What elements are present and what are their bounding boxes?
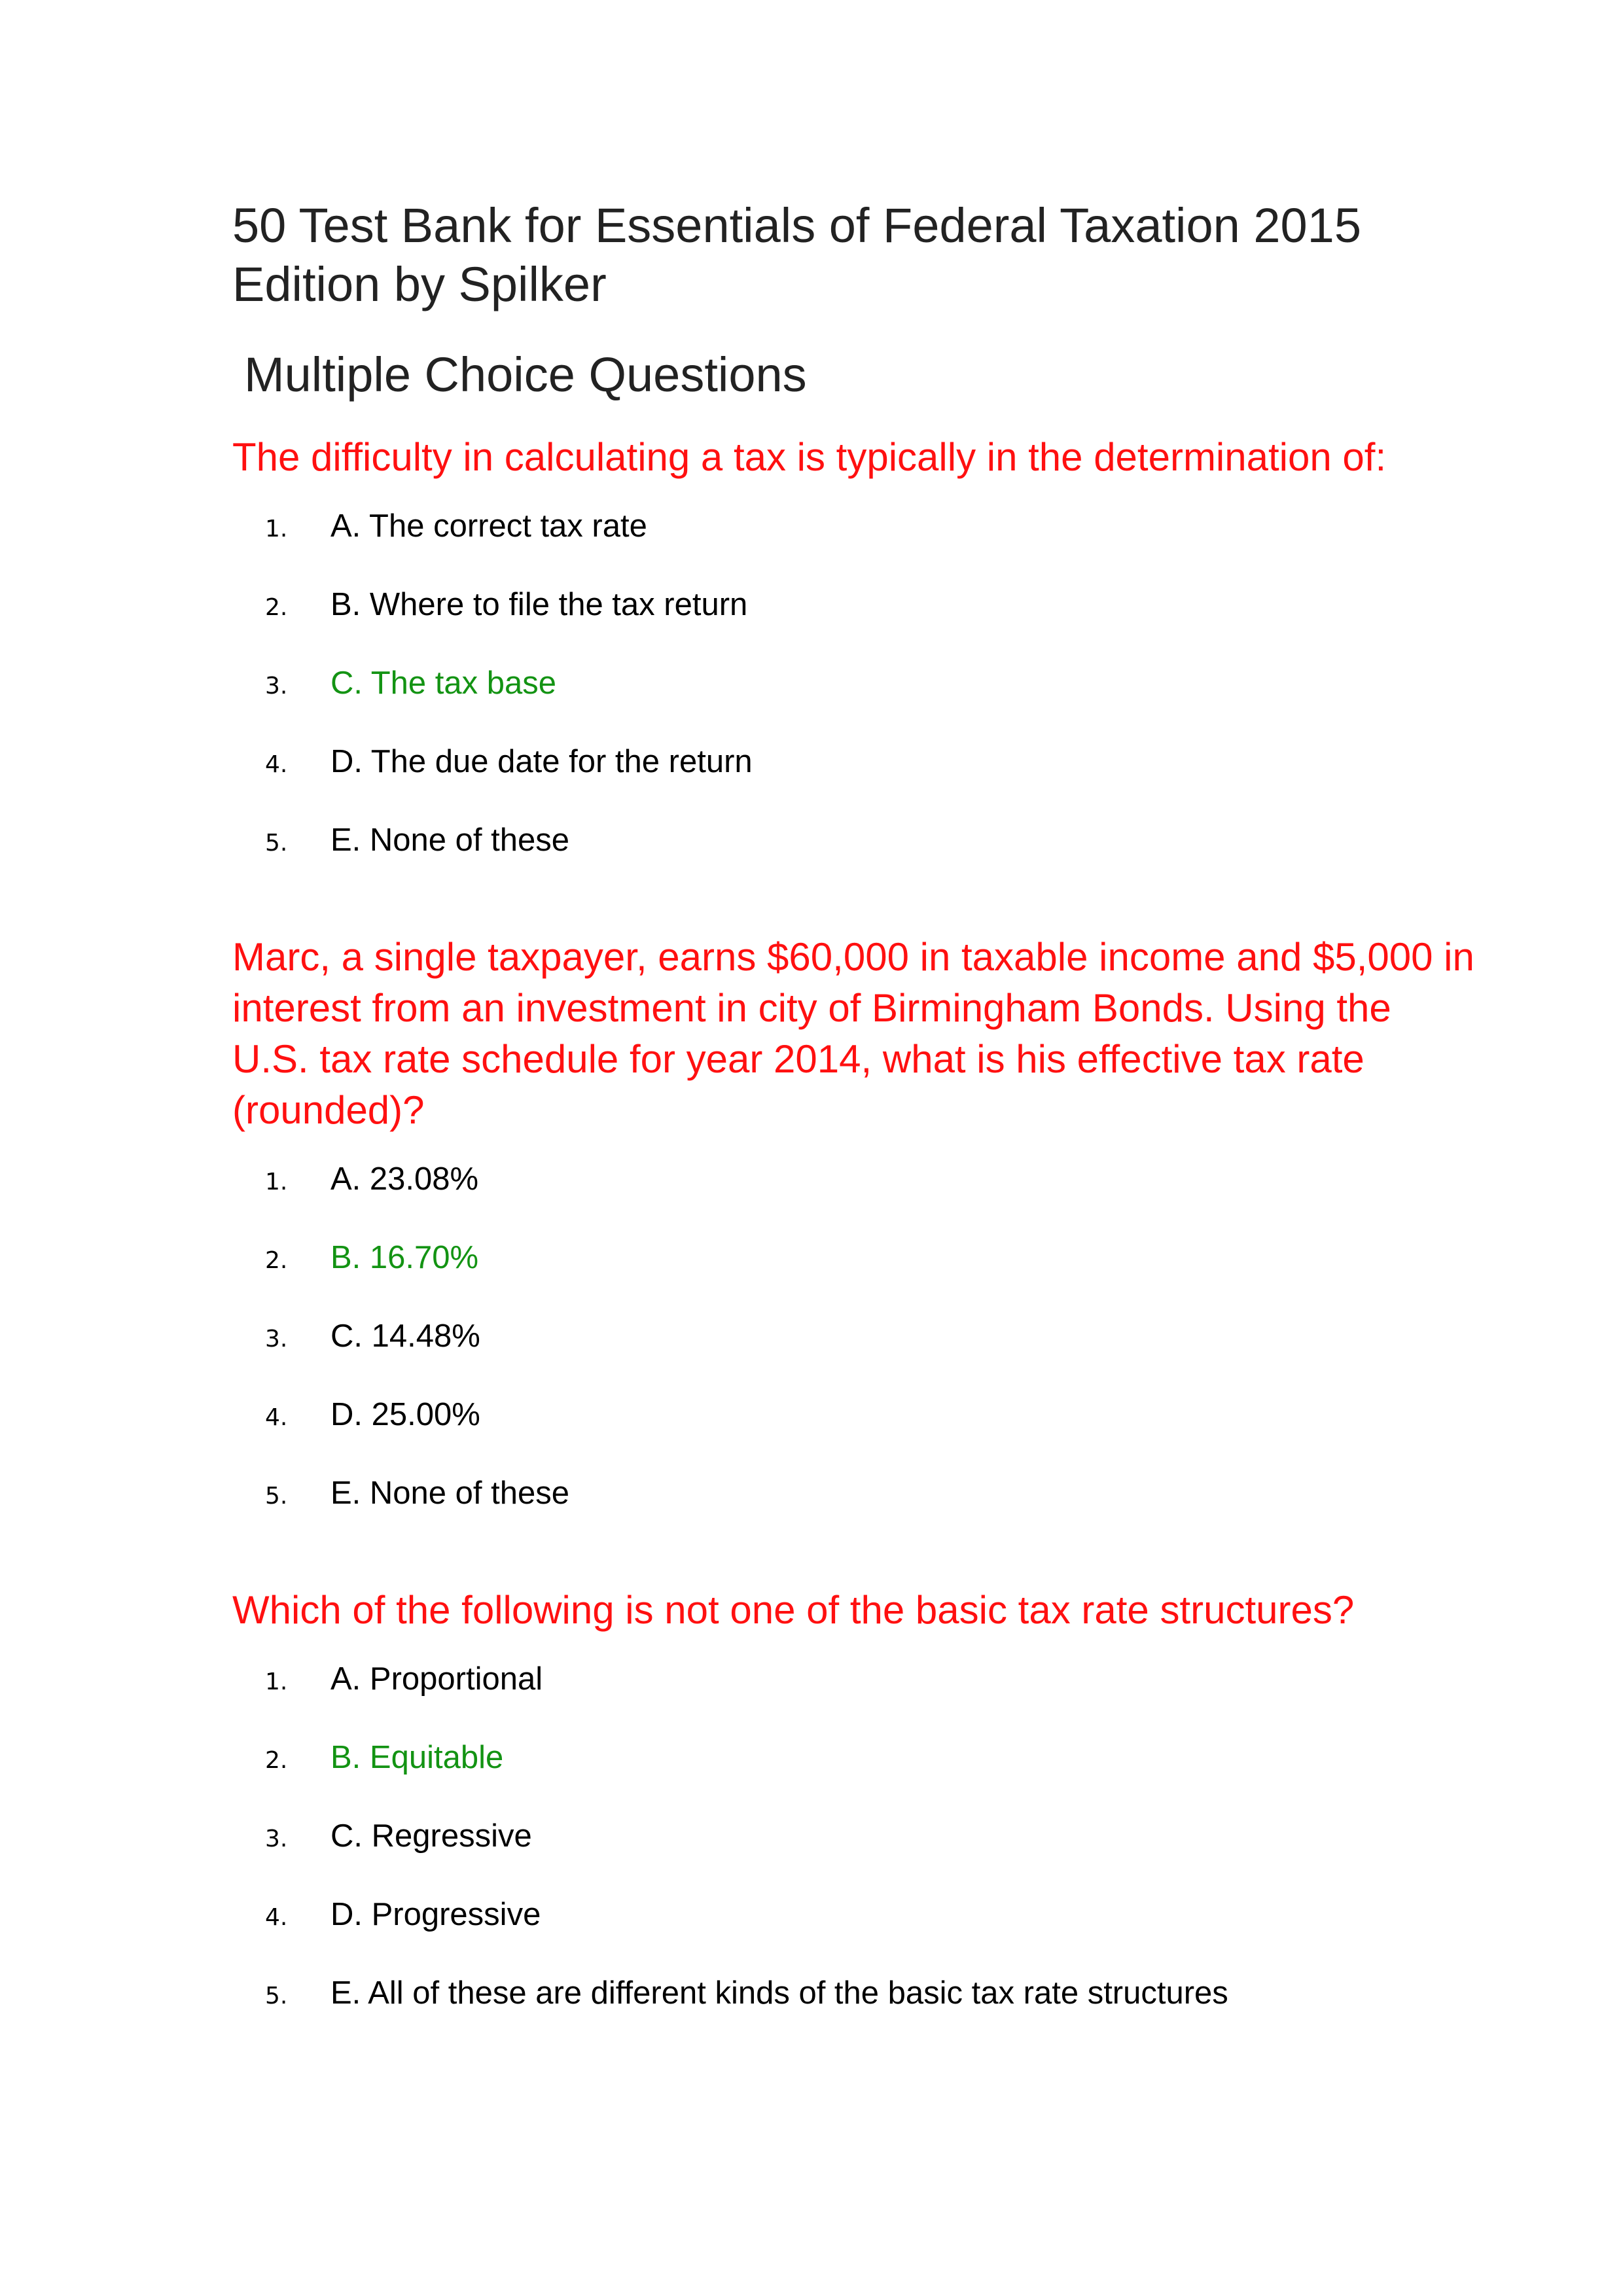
option-number: 1. — [265, 1669, 288, 1695]
option-item-correct — [232, 1739, 1476, 1818]
option-list — [232, 1661, 1476, 2053]
option-number: 1. — [265, 1169, 288, 1195]
option-number: 4. — [265, 1904, 288, 1931]
correct-option-text: B. 16.70% — [330, 1240, 479, 1275]
option-text: A. 23.08% — [330, 1161, 479, 1197]
option-item — [232, 743, 1476, 822]
option-text: B. Where to file the tax return — [330, 587, 748, 622]
option-text: E. None of these — [330, 1475, 570, 1511]
option-item — [232, 1318, 1476, 1396]
option-text: D. 25.00% — [330, 1397, 480, 1432]
option-item — [232, 586, 1476, 665]
option-number: 2. — [265, 1247, 288, 1274]
option-text: E. None of these — [330, 822, 570, 858]
option-list — [232, 508, 1476, 900]
option-number: 3. — [265, 1826, 288, 1852]
document-page — [232, 196, 1476, 2085]
option-item — [232, 1161, 1476, 1239]
correct-option-text: B. Equitable — [330, 1740, 504, 1775]
option-item — [232, 508, 1476, 586]
question-text: The difficulty in calculating a tax is typically in the determination of: — [232, 435, 1387, 479]
option-item — [232, 1661, 1476, 1739]
option-number: 2. — [265, 1747, 288, 1774]
question-1 — [232, 432, 1476, 900]
option-item — [232, 1896, 1476, 1975]
option-item — [232, 1818, 1476, 1896]
option-text: D. The due date for the return — [330, 744, 753, 779]
option-number: 3. — [265, 1326, 288, 1352]
option-number: 1. — [265, 516, 288, 542]
document-title: 50 Test Bank for Essentials of Federal Taxation 2015 Edition by Spilker — [232, 198, 1361, 311]
option-text: D. Progressive — [330, 1897, 541, 1932]
option-text: C. 14.48% — [330, 1318, 480, 1354]
option-number: 2. — [265, 594, 288, 621]
option-number: 5. — [265, 1483, 288, 1510]
option-item — [232, 1396, 1476, 1475]
option-item — [232, 1975, 1476, 2053]
question-text: Marc, a single taxpayer, earns $60,000 in taxable income and $5,000 in interest from an investment in city of Birmingham Bonds. Using the U.S. tax rate schedule for year 2014, what is his effective tax rate (rounded)? — [232, 935, 1474, 1132]
question-2 — [232, 932, 1476, 1553]
option-text: A. Proportional — [330, 1661, 543, 1697]
option-text: E. All of these are different kinds of the basic tax rate structures — [330, 1975, 1228, 2011]
section-title: Multiple Choice Questions — [244, 347, 807, 402]
option-number: 5. — [265, 1983, 288, 2009]
option-item-correct — [232, 1239, 1476, 1318]
option-text: A. The correct tax rate — [330, 508, 647, 544]
option-item-correct — [232, 665, 1476, 743]
option-number: 4. — [265, 1404, 288, 1431]
option-number: 3. — [265, 673, 288, 699]
question-3 — [232, 1585, 1476, 2053]
correct-option-text: C. The tax base — [330, 665, 557, 701]
option-text: C. Regressive — [330, 1818, 532, 1854]
option-list — [232, 1161, 1476, 1553]
question-text: Which of the following is not one of the basic tax rate structures? — [232, 1588, 1355, 1632]
option-item — [232, 822, 1476, 900]
option-number: 4. — [265, 751, 288, 778]
option-item — [232, 1475, 1476, 1553]
option-number: 5. — [265, 830, 288, 857]
